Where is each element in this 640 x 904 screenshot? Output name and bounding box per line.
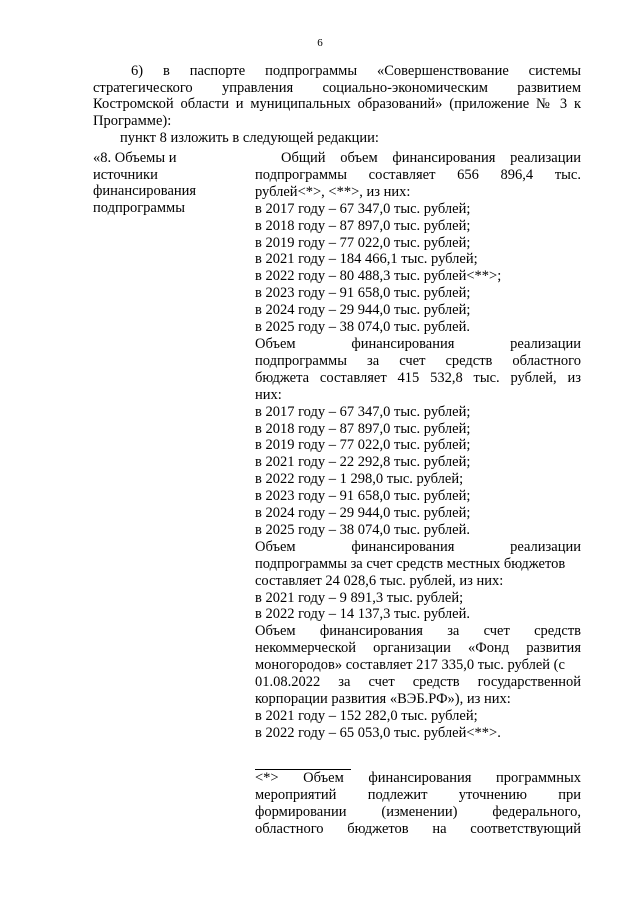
- local-text-line: Объем финансирования реализации: [255, 538, 581, 555]
- regional-year-line: в 2022 году – 1 298,0 тыс. рублей;: [255, 471, 464, 488]
- local-text-line: подпрограммы за счет средств местных бюджетов: [255, 555, 566, 572]
- total-text-line: подпрограммы составляет 656 896,4 тыс.: [255, 166, 581, 183]
- intro-line: Костромской области и муниципальных образований» (приложение № 3 к: [93, 96, 581, 113]
- regional-year-line: в 2023 году – 91 658,0 тыс. рублей;: [255, 488, 471, 505]
- regional-year-line: в 2017 году – 67 347,0 тыс. рублей;: [255, 403, 471, 420]
- total-year-line: в 2022 году – 80 488,3 тыс. рублей<**>;: [255, 268, 502, 285]
- intro-line: 6) в паспорте подпрограммы «Совершенствование системы: [131, 63, 581, 79]
- total-year-line: в 2023 году – 91 658,0 тыс. рублей;: [255, 285, 471, 302]
- local-text-line: составляет 24 028,6 тыс. рублей, из них:: [255, 572, 504, 589]
- total-year-line: в 2017 году – 67 347,0 тыс. рублей;: [255, 200, 471, 217]
- total-year-line: в 2019 году – 77 022,0 тыс. рублей;: [255, 234, 471, 251]
- total-text-line: рублей<*>, <**>, из них:: [255, 183, 411, 200]
- total-year-line: в 2025 году – 38 074,0 тыс. рублей.: [255, 319, 470, 336]
- regional-year-line: в 2019 году – 77 022,0 тыс. рублей;: [255, 437, 471, 454]
- regional-year-line: в 2025 году – 38 074,0 тыс. рублей.: [255, 521, 470, 538]
- total-year-line: в 2018 году – 87 897,0 тыс. рублей;: [255, 217, 471, 234]
- point8-instruction: пункт 8 изложить в следующей редакции:: [120, 129, 379, 146]
- row-header: [93, 150, 233, 217]
- local-year-line: в 2021 году – 9 891,3 тыс. рублей;: [255, 589, 464, 606]
- page-number: 6: [317, 37, 323, 49]
- footnote-line: <*> Объем финансирования программных: [255, 770, 581, 786]
- intro-line: стратегического управления социально-экономическим развитием: [93, 79, 581, 96]
- regional-year-line: в 2018 году – 87 897,0 тыс. рублей;: [255, 420, 471, 437]
- footnote-line: областного бюджетов на соответствующий: [255, 821, 581, 837]
- regional-text-line: бюджета составляет 415 532,8 тыс. рублей, из: [255, 369, 581, 386]
- row-header-line: источники: [93, 166, 158, 183]
- total-year-line: в 2021 году – 184 466,1 тыс. рублей;: [255, 251, 478, 268]
- fund-text-line: корпорации развития «ВЭБ.РФ»), из них:: [255, 691, 511, 707]
- footnote: [255, 770, 581, 838]
- local-year-line: в 2022 году – 14 137,3 тыс. рублей.: [255, 606, 470, 623]
- fund-year-line: в 2021 году – 152 282,0 тыс. рублей;: [255, 707, 478, 724]
- fund-text-line: Объем финансирования за счет средств: [255, 623, 581, 640]
- total-year-line: в 2024 году – 29 944,0 тыс. рублей;: [255, 302, 471, 319]
- intro-line: Программе):: [93, 113, 172, 130]
- total-text-line: Общий объем финансирования реализации: [281, 150, 581, 166]
- fund-text-line: моногородов» составляет 217 335,0 тыс. рублей (с: [255, 657, 565, 674]
- intro-paragraph: [93, 63, 581, 147]
- regional-year-line: в 2021 году – 22 292,8 тыс. рублей;: [255, 454, 471, 471]
- regional-text-line: них:: [255, 386, 282, 403]
- regional-text-line: Объем финансирования реализации: [255, 335, 581, 352]
- row-header-line: финансирования: [93, 183, 197, 200]
- regional-text-line: подпрограммы за счет средств областного: [255, 352, 581, 369]
- financing-details: [255, 150, 581, 742]
- fund-text-line: 01.08.2022 за счет средств государственной: [255, 674, 581, 691]
- fund-year-line: в 2022 году – 65 053,0 тыс. рублей<**>.: [255, 724, 501, 741]
- footnote-line: мероприятий подлежит уточнению при: [255, 787, 581, 803]
- regional-year-line: в 2024 году – 29 944,0 тыс. рублей;: [255, 505, 471, 522]
- row-header-line: «8. Объемы и: [93, 150, 177, 166]
- footnote-line: формировании (изменении) федерального,: [255, 804, 581, 820]
- row-header-line: подпрограммы: [93, 200, 185, 217]
- fund-text-line: некоммерческой организации «Фонд развития: [255, 640, 581, 657]
